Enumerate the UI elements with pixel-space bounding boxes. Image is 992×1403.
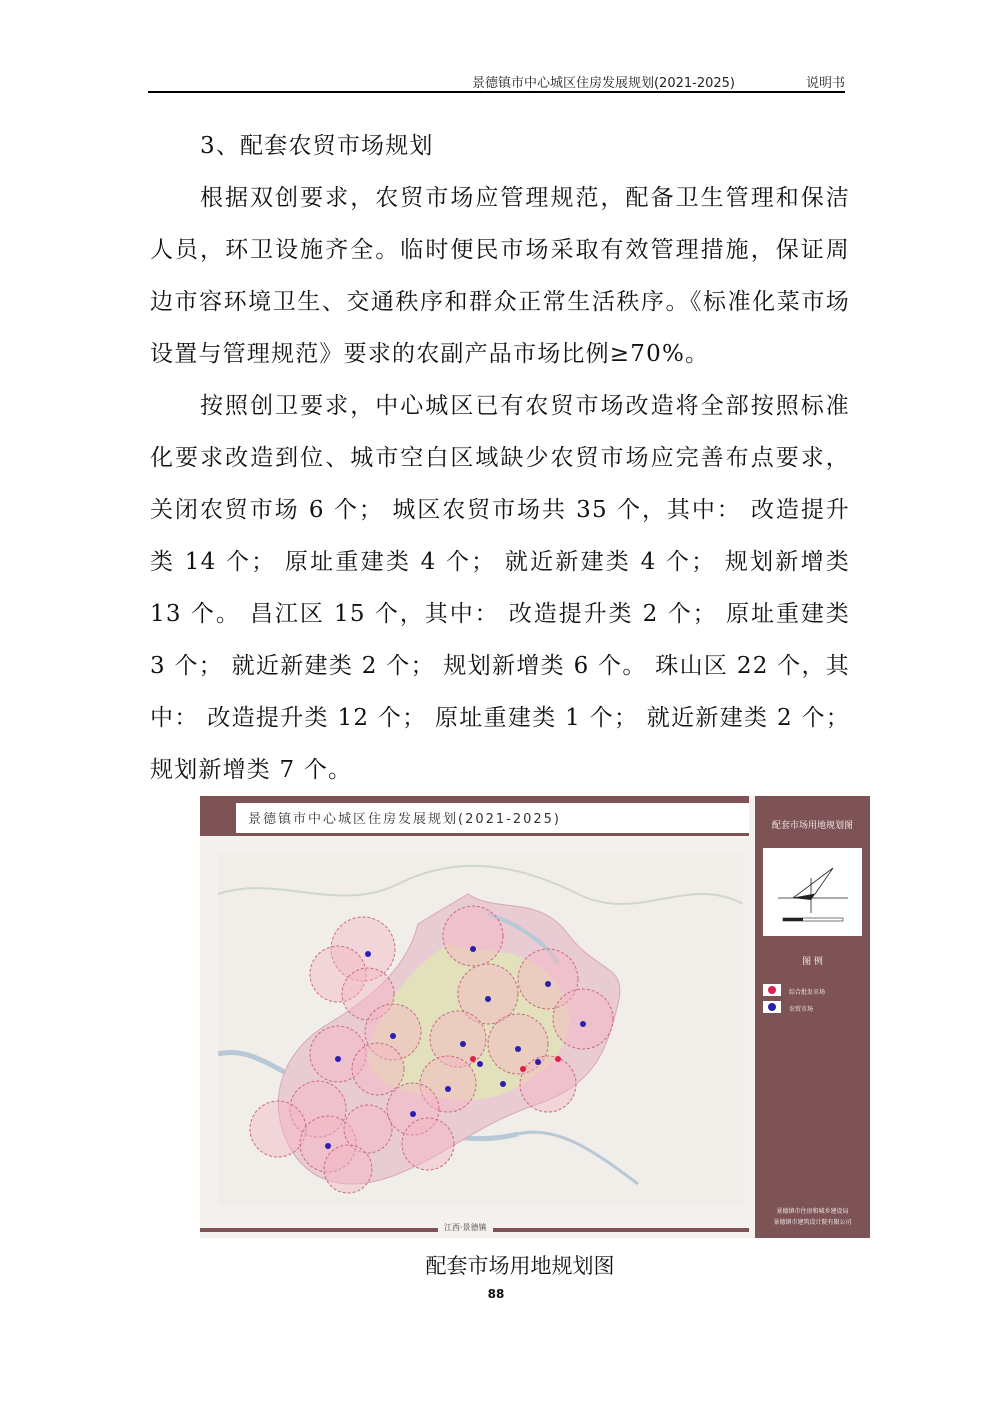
side-map-title: 配套市场用地规划图 [771, 821, 853, 831]
section-heading: 3、配套农贸市场规划 [200, 133, 434, 159]
footer-agency: 景德镇市住房和城乡建设局 [776, 1208, 849, 1215]
header-doc-type: 说明书 [805, 76, 845, 91]
map-side-panel: 配套市场用地规划图 图 例 综合批发市场 农贸市场 景德镇市住房和城乡建设局 景德镇市建筑设计院有限公司 [755, 796, 870, 1238]
header-rule [148, 91, 845, 93]
page-number: 88 [487, 1287, 505, 1301]
paragraph-1: 根据双创要求，农贸市场应管理规范，配备卫生管理和保洁人员，环卫设施齐全。临时便民市场采取有效管理措施，保证周边市容环境卫生、交通秩序和群众正常生活秩序。《标准化菜市场设置与管理规范》要求的农副产品市场比例≥70%。 [150, 185, 850, 367]
planning-map-figure [200, 796, 870, 1238]
city-map [218, 854, 743, 1206]
map-title: 景德镇市中心城区住房发展规划(2021-2025) [248, 812, 562, 827]
figure-caption: 配套市场用地规划图 [425, 1254, 615, 1278]
map-location-label: 江西·景德镇 [438, 1222, 493, 1233]
compass-box [763, 848, 862, 936]
map-title-bar [200, 796, 749, 836]
footer-institute: 景德镇市建筑设计院有限公司 [773, 1219, 852, 1226]
red-dot-icon [768, 986, 776, 994]
page-header [148, 68, 845, 90]
legend-title: 图 例 [802, 957, 823, 967]
paragraph-2: 按照创卫要求，中心城区已有农贸市场改造将全部按照标准化要求改造到位、城市空白区域缺少农贸市场应完善布点要求，关闭农贸市场 6 个； 城区农贸市场共 35 个，其中： 改造提升类 14 个； 原址重建类 4 个； 就近新建类 4 个； 规划新增类 13 个。 昌江区 15 个，其中： 改造提升类 2 个； 原址重建类 3 个； 就近新建类 2 个； 规划新增类 6 个。 珠山区 22 个，其中： 改造提升类 12 个； 原址重建类 1 个； 就近新建类 2 个； 规划新增类 7 个。 [150, 393, 850, 783]
header-title: 景德镇市中心城区住房发展规划(2021-2025) [471, 76, 735, 91]
blue-dot-icon [768, 1003, 776, 1011]
north-arrow-icon [763, 848, 862, 936]
